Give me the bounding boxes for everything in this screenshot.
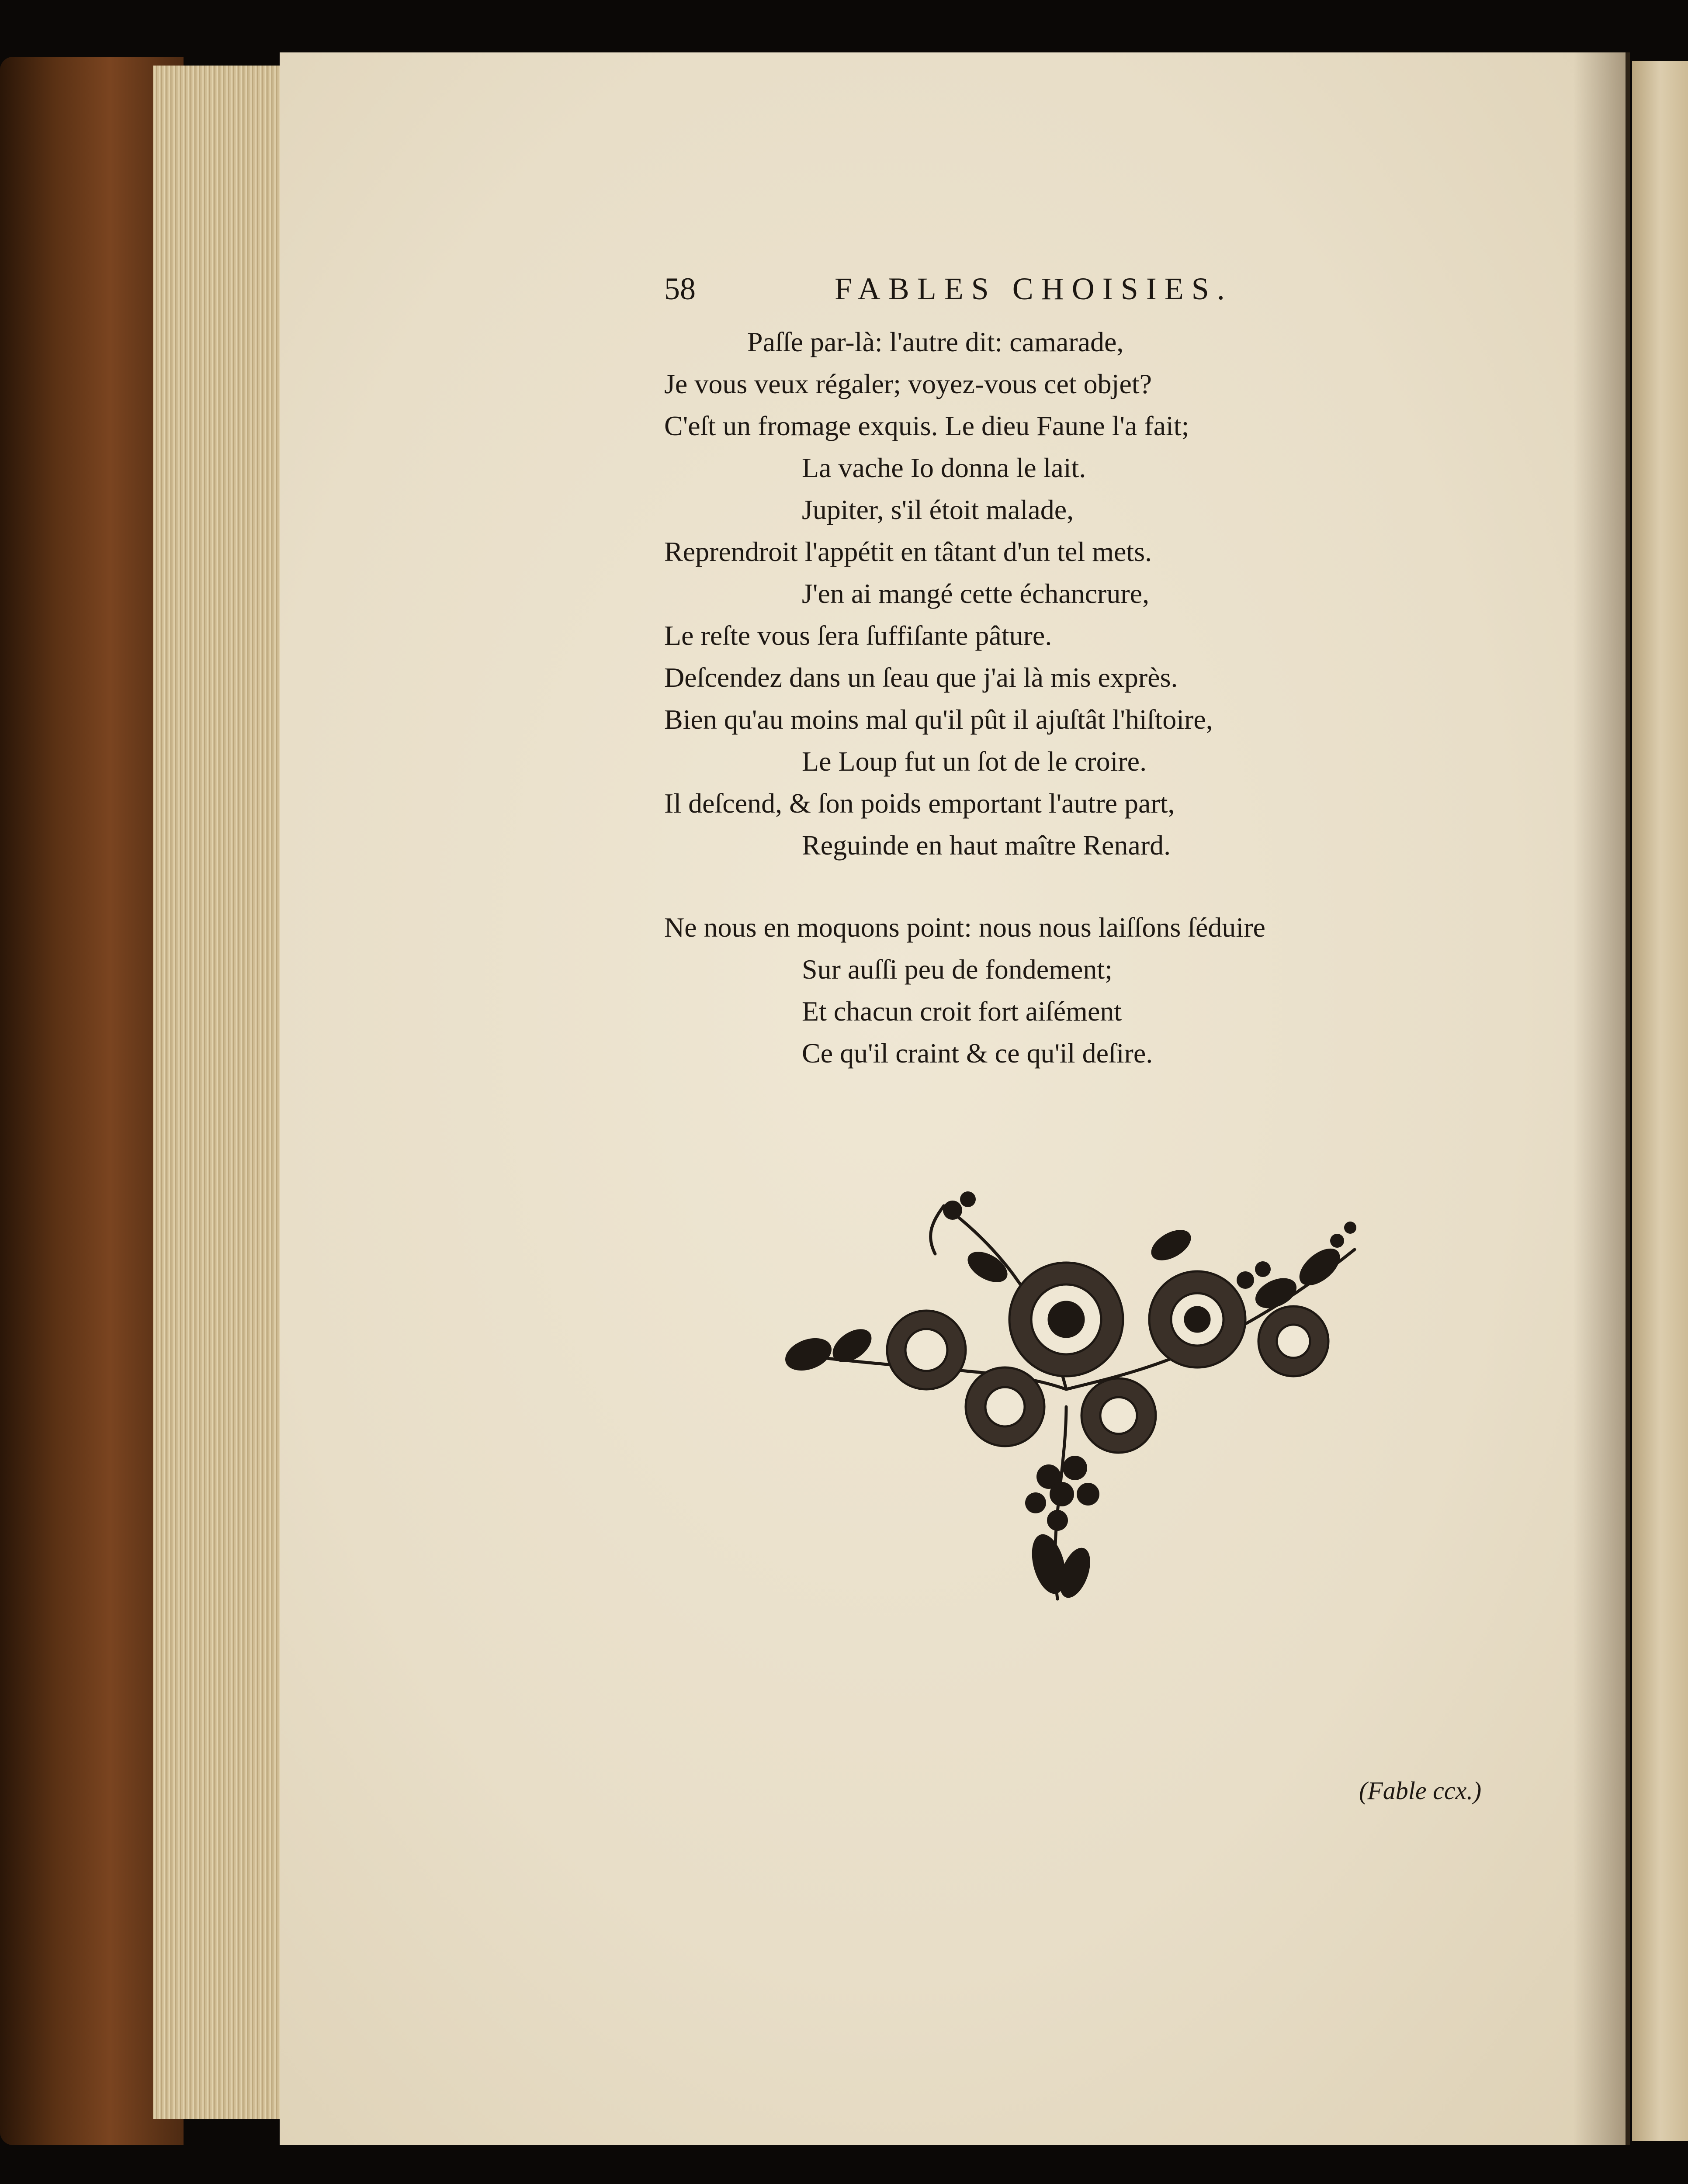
page-header [664,271,1328,319]
verse-line: Deſcendez dans un ſeau que j'ai là mis exprès. [664,662,1178,693]
verse-line: Le reſte vous ſera ſuffiſante pâture. [664,620,1052,651]
verse-line: Jupiter, s'il étoit malade, [802,494,1074,525]
page-edges [153,66,284,2119]
verse-line: La vache Io donna le lait. [802,452,1086,483]
facing-page-edge [1632,61,1688,2141]
stanza-1 [664,321,1213,866]
verse-line: C'eſt un fromage exquis. Le dieu Faune l'a fait; [664,410,1189,441]
verse-line: Je vous veux régaler; voyez-vous cet objet? [664,368,1152,399]
verse-line: Ne nous en moquons point: nous nous laiſſons ſéduire [664,912,1265,943]
verse-line: J'en ai mangé cette échancrure, [802,578,1150,609]
floral-bouquet-icon [743,1162,1390,1616]
page-number: 58 [664,271,696,306]
verse-line: Paſſe par-là: l'autre dit: camarade, [747,326,1124,357]
catchword: (Fable ccx.) [1359,1776,1482,1805]
verse-line: Le Loup fut un ſot de le croire. [802,746,1147,777]
verse-line: Il deſcend, & ſon poids emportant l'autre part, [664,788,1175,819]
verse-line: Et chacun croit fort aiſément [802,996,1122,1027]
verse-line: Reguinde en haut maître Renard. [802,830,1171,861]
verse-line: Reprendroit l'appétit en tâtant d'un tel mets. [664,536,1152,567]
gutter-shadow [1573,52,1630,2145]
verse-line: Sur auſſi peu de fondement; [802,954,1113,985]
verse-line: Bien qu'au moins mal qu'il pût il ajuſtât l'hiſtoire, [664,704,1213,735]
verse-line: Ce qu'il craint & ce qu'il deſire. [802,1038,1153,1069]
stanza-2 [664,907,1265,1074]
running-title: FABLES CHOISIES. [835,271,1233,306]
